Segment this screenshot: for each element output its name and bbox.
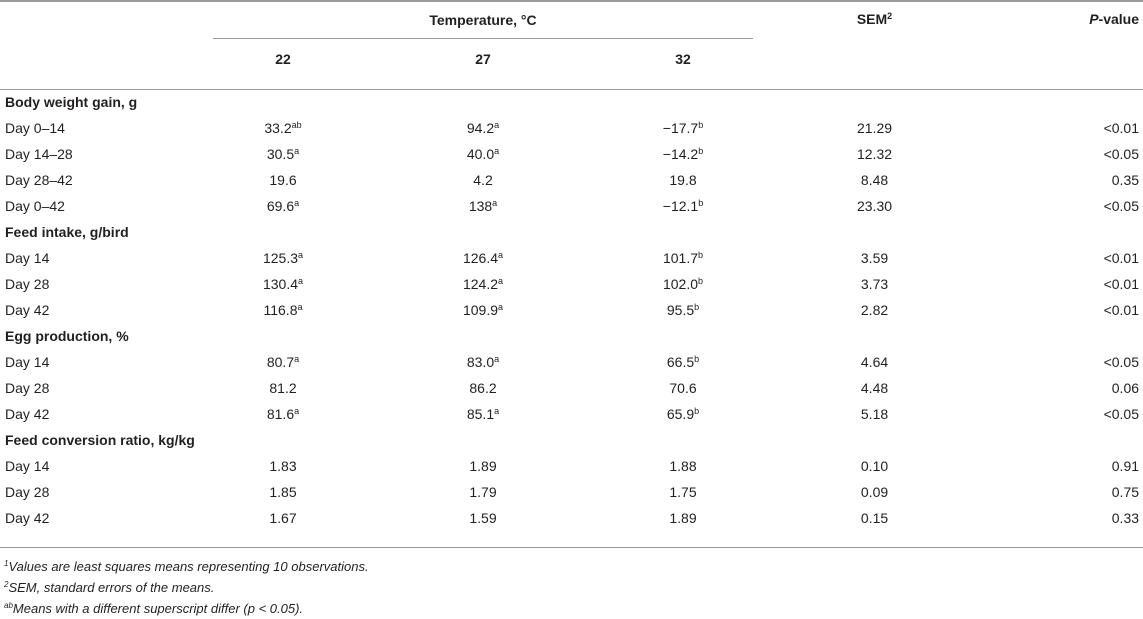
value-22 — [213, 141, 353, 167]
p-value: 0.91 — [1111, 458, 1140, 474]
value-32-number: 66.5 — [666, 354, 695, 370]
sem-value: 0.15 — [860, 510, 889, 526]
value-32-number: 101.7 — [662, 250, 699, 266]
value-22-number: 81.6 — [266, 406, 295, 422]
section-header-row — [0, 323, 1143, 349]
value-22-superscript: a — [294, 198, 300, 208]
footnote-mark: 1 — [4, 559, 9, 568]
row-label: Day 14 — [5, 250, 50, 266]
value-22 — [213, 349, 353, 375]
value-22-superscript: ab — [291, 120, 302, 130]
value-27 — [353, 297, 613, 323]
p-value: 0.06 — [1111, 380, 1140, 396]
value-27-number: 109.9 — [462, 302, 499, 318]
p-value: <0.05 — [1103, 406, 1140, 422]
value-27-number: 85.1 — [466, 406, 495, 422]
table-row — [0, 193, 1143, 219]
value-32-superscript: b — [694, 302, 700, 312]
value-22-superscript: a — [294, 406, 300, 416]
table-row — [0, 141, 1143, 167]
table-row — [0, 453, 1143, 479]
value-32 — [613, 479, 753, 505]
value-22-number: 69.6 — [266, 198, 295, 214]
sem-value: 5.18 — [860, 406, 889, 422]
value-32-number: 95.5 — [666, 302, 695, 318]
value-22 — [213, 115, 353, 141]
value-27 — [353, 453, 613, 479]
value-32 — [613, 115, 753, 141]
value-32-number: −17.7 — [662, 120, 699, 136]
footnote-mark: ab — [4, 601, 13, 610]
table-body — [0, 89, 1143, 531]
value-27 — [353, 115, 613, 141]
value-27-superscript: a — [492, 198, 498, 208]
footnotes — [4, 556, 369, 619]
table-row — [0, 245, 1143, 271]
table-row — [0, 271, 1143, 297]
value-22 — [213, 193, 353, 219]
row-label: Day 28 — [5, 484, 50, 500]
value-27-number: 138 — [468, 198, 493, 214]
value-27-number: 83.0 — [466, 354, 495, 370]
value-22-superscript: a — [298, 276, 304, 286]
section-title: Feed conversion ratio, kg/kg — [5, 432, 195, 448]
value-32 — [613, 271, 753, 297]
temperature-header: Temperature, °C — [429, 11, 537, 28]
row-label: Day 42 — [5, 510, 50, 526]
value-32 — [613, 297, 753, 323]
value-22 — [213, 453, 353, 479]
value-27 — [353, 401, 613, 427]
value-27-number: 1.59 — [469, 510, 497, 526]
value-22 — [213, 479, 353, 505]
row-label: Day 0–14 — [5, 120, 65, 136]
value-32 — [613, 375, 753, 401]
value-32 — [613, 453, 753, 479]
row-label: Day 14 — [5, 354, 50, 370]
table-row — [0, 115, 1143, 141]
p-value: <0.01 — [1103, 276, 1140, 292]
p-value: <0.01 — [1103, 120, 1140, 136]
value-32 — [613, 245, 753, 271]
p-value: 0.35 — [1111, 172, 1140, 188]
value-32-superscript: b — [698, 250, 704, 260]
value-22 — [213, 401, 353, 427]
value-27 — [353, 271, 613, 297]
value-32-number: 1.75 — [669, 484, 697, 500]
value-27-number: 124.2 — [462, 276, 499, 292]
value-22-number: 125.3 — [262, 250, 299, 266]
table-row — [0, 479, 1143, 505]
value-32-superscript: b — [694, 406, 700, 416]
value-27 — [353, 245, 613, 271]
row-label: Day 42 — [5, 302, 50, 318]
value-32-superscript: b — [694, 354, 700, 364]
table-row — [0, 349, 1143, 375]
footnote — [4, 598, 369, 619]
value-32-superscript: b — [698, 198, 704, 208]
value-22-superscript: a — [294, 354, 300, 364]
value-32 — [613, 349, 753, 375]
sem-value: 3.73 — [860, 276, 889, 292]
p-value: <0.05 — [1103, 146, 1140, 162]
value-32-number: 70.6 — [669, 380, 697, 396]
value-27-superscript: a — [498, 302, 504, 312]
value-27-number: 126.4 — [462, 250, 499, 266]
value-32-superscript: b — [698, 146, 704, 156]
footnote-text: Means with a different superscript differ (p < 0.05). — [12, 601, 304, 616]
value-27-superscript: a — [494, 406, 500, 416]
sem-value: 21.29 — [856, 120, 893, 136]
sem-value: 4.48 — [860, 380, 889, 396]
table-row — [0, 167, 1143, 193]
value-22-number: 30.5 — [266, 146, 295, 162]
value-27-number: 1.79 — [469, 484, 497, 500]
value-27-superscript: a — [498, 276, 504, 286]
p-value: 0.75 — [1111, 484, 1140, 500]
section-header-row — [0, 427, 1143, 453]
value-27 — [353, 141, 613, 167]
value-32-number: −12.1 — [662, 198, 699, 214]
value-22 — [213, 245, 353, 271]
p-value: <0.05 — [1103, 354, 1140, 370]
footnote — [4, 577, 369, 598]
value-22 — [213, 375, 353, 401]
value-27-superscript: a — [498, 250, 504, 260]
value-27 — [353, 349, 613, 375]
footnote-text: SEM, standard errors of the means. — [8, 580, 215, 595]
footnote — [4, 556, 369, 577]
row-label: Day 28 — [5, 380, 50, 396]
value-22-number: 1.83 — [269, 458, 297, 474]
value-27 — [353, 505, 613, 531]
section-title: Body weight gain, g — [5, 94, 138, 110]
row-label: Day 14 — [5, 458, 50, 474]
value-22-number: 1.85 — [269, 484, 297, 500]
value-22 — [213, 167, 353, 193]
temp-27-header: 27 — [475, 50, 491, 67]
value-22-number: 130.4 — [262, 276, 299, 292]
value-27-number: 40.0 — [466, 146, 495, 162]
value-32-number: 1.89 — [669, 510, 697, 526]
table-row — [0, 401, 1143, 427]
value-22 — [213, 271, 353, 297]
value-32 — [613, 167, 753, 193]
value-32-superscript: b — [698, 120, 704, 130]
section-title: Feed intake, g/bird — [5, 224, 129, 240]
footnote-mark: 2 — [4, 580, 9, 589]
table-row — [0, 505, 1143, 531]
pvalue-header: P-value — [1089, 11, 1140, 27]
sem-header: SEM$^2$ — [856, 11, 893, 27]
section-header-row — [0, 219, 1143, 245]
value-32-number: 1.88 — [669, 458, 697, 474]
value-27 — [353, 375, 613, 401]
value-22-number: 80.7 — [266, 354, 295, 370]
section-header-row — [0, 89, 1143, 115]
sem-value: 8.48 — [860, 172, 889, 188]
row-label: Day 14–28 — [5, 146, 73, 162]
row-label: Day 42 — [5, 406, 50, 422]
footnote-text: Values are least squares means representing 10 observations. — [8, 559, 369, 574]
sem-value: 4.64 — [860, 354, 889, 370]
sem-value: 12.32 — [856, 146, 893, 162]
value-27 — [353, 193, 613, 219]
value-22-number: 116.8 — [263, 302, 298, 318]
value-32 — [613, 141, 753, 167]
value-32-number: 102.0 — [662, 276, 699, 292]
p-value: <0.05 — [1103, 198, 1140, 214]
p-value: 0.33 — [1111, 510, 1140, 526]
value-27 — [353, 167, 613, 193]
value-32-number: 65.9 — [666, 406, 695, 422]
sem-value: 0.09 — [860, 484, 889, 500]
value-32-superscript: b — [698, 276, 704, 286]
temp-32-header: 32 — [675, 50, 691, 67]
value-32-number: 19.8 — [669, 172, 697, 188]
row-label: Day 0–42 — [5, 198, 65, 214]
value-27-number: 94.2 — [466, 120, 495, 136]
value-22-superscript: a — [297, 302, 303, 312]
value-22-number: 19.6 — [269, 172, 297, 188]
table-row — [0, 297, 1143, 323]
value-22 — [213, 297, 353, 323]
sem-value: 3.59 — [860, 250, 889, 266]
temp-22-header: 22 — [275, 50, 291, 67]
value-22-number: 33.2 — [264, 120, 292, 136]
value-27-number: 4.2 — [473, 172, 493, 188]
row-label: Day 28–42 — [5, 172, 73, 188]
value-27-number: 1.89 — [469, 458, 497, 474]
value-32 — [613, 193, 753, 219]
value-32 — [613, 505, 753, 531]
sem-value: 23.30 — [856, 198, 893, 214]
value-22 — [213, 505, 353, 531]
section-title: Egg production, % — [5, 328, 129, 344]
value-22-number: 81.2 — [269, 380, 297, 396]
p-value: <0.01 — [1103, 302, 1140, 318]
value-27-superscript: a — [494, 120, 500, 130]
value-32 — [613, 401, 753, 427]
bottom-rule — [0, 547, 1143, 548]
value-22-superscript: a — [294, 146, 300, 156]
value-27-number: 86.2 — [469, 380, 497, 396]
value-27-superscript: a — [494, 146, 500, 156]
value-32-number: −14.2 — [662, 146, 699, 162]
table-row — [0, 375, 1143, 401]
p-value: <0.01 — [1103, 250, 1140, 266]
value-22-number: 1.67 — [269, 510, 297, 526]
value-22-superscript: a — [298, 250, 304, 260]
sem-value: 0.10 — [860, 458, 889, 474]
sem-value: 2.82 — [860, 302, 889, 318]
value-27-superscript: a — [494, 354, 500, 364]
value-27 — [353, 479, 613, 505]
row-label: Day 28 — [5, 276, 50, 292]
